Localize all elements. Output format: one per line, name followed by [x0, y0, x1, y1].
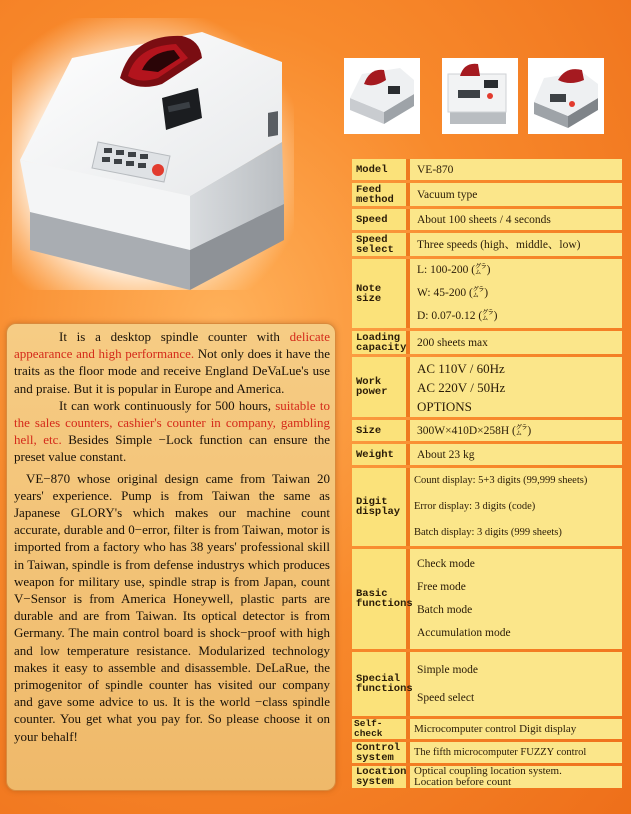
spec-row-location-system	[352, 766, 622, 788]
spec-row-size	[352, 420, 622, 441]
spec-value: 200 sheets max	[410, 331, 622, 354]
spec-row-work-power	[352, 357, 622, 417]
spec-label: Work power	[352, 357, 410, 417]
spec-label: Model	[352, 159, 410, 180]
spec-row-special-functions	[352, 652, 622, 716]
spec-value: Microcomputer control Digit display	[410, 719, 622, 739]
highlight-text: suitable to the sales counters, cashier's counter in company, gambling hell, etc.	[14, 397, 330, 448]
spec-row-speed-select	[352, 233, 622, 256]
spec-value: Simple mode Speed select	[410, 652, 622, 716]
spec-value: L: 100-200 (㌘) W: 45-200 (㌘) D: 0.07-0.12 (㌘)	[410, 259, 622, 328]
spec-row-model	[352, 159, 622, 180]
description-paragraph-1: It is a desktop spindle counter with delicate appearance and high performance. Not only does it have the traits as the floor mode and receive England DeVaLue's use and praise. But it is popular in Europe and America.	[14, 329, 330, 396]
spec-table	[352, 156, 622, 791]
spec-label: Control system	[352, 742, 410, 763]
spec-label: Self-check	[352, 719, 410, 739]
spec-row-control-system	[352, 742, 622, 763]
description-paragraph-2: It can work continuously for 500 hours, suitable to the sales counters, cashier's counter in company, gambling hell, etc. Besides Simple −Lock function can ensure the preset value constant.	[14, 397, 330, 465]
spec-row-note-size	[352, 259, 622, 328]
spec-row-weight	[352, 444, 622, 465]
spec-label: Note size	[352, 259, 410, 328]
spec-value: About 100 sheets / 4 seconds	[410, 209, 622, 230]
spec-row-feed-method	[352, 183, 622, 206]
description-panel	[6, 323, 336, 791]
spec-row-basic-functions	[352, 549, 622, 649]
product-photo-thumb-3	[528, 58, 604, 134]
spec-label: Feed method	[352, 183, 410, 206]
spec-value: Count display: 5+3 digits (99,999 sheets) Error display: 3 digits (code) Batch display: 3 digits (999 sheets)	[410, 468, 622, 546]
product-photo-main	[12, 18, 294, 290]
spec-row-digit-display	[352, 468, 622, 546]
highlight-text: delicate appearance and high performance.	[14, 329, 330, 362]
spec-value: Vacuum type	[410, 183, 622, 206]
spec-value: VE-870	[410, 159, 622, 180]
spec-label: Speed select	[352, 233, 410, 256]
product-photo-thumb-2	[442, 58, 518, 134]
spec-label: Weight	[352, 444, 410, 465]
description-paragraph-3: VE−870 whose original design came from Taiwan 20 years' experience. Pump is from Taiwan the same as Japanese GLORY's which makes our machine count accurate, durable and 0−error, filter is from Taiwan, motor is imported from a factory who has 38 years' professional skill in Taiwan, spindle is from defense industrys which produces weapon for military use, spindle strap is from Japan, count V−Sensor is from America Honeywell, plastic parts are durable and are from Taiwan. Its optical detector is from Germany. The main control board is shock−proof with high and low temperature resistance. Modularized technology makes it easy to assemble and disassemble. DeLaRue, the primogenitor of spindle counter has visited our company and gave some advice to us. It is the world −class spindle counter. You get what you pay for. So please choose it on your behalf!	[14, 470, 330, 744]
product-photo-thumb-1	[344, 58, 420, 134]
spec-label: Digit display	[352, 468, 410, 546]
spec-row-speed	[352, 209, 622, 230]
spec-value: Three speeds (high、middle、low)	[410, 233, 622, 256]
spec-label: Special functions	[352, 652, 410, 716]
spec-label: Basic functions	[352, 549, 410, 649]
spec-value: 300W×410D×258H (㌘)	[410, 420, 622, 441]
spec-row-loading-capacity	[352, 331, 622, 354]
spec-value: Optical coupling location system. Location before count	[410, 766, 622, 788]
spec-label: Speed	[352, 209, 410, 230]
spec-value: About 23 kg	[410, 444, 622, 465]
spec-label: Location system	[352, 766, 410, 788]
spec-row-self-check	[352, 719, 622, 739]
spec-value: The fifth microcomputer FUZZY control	[410, 742, 622, 763]
spec-label: Loading capacity	[352, 331, 410, 354]
spec-label: Size	[352, 420, 410, 441]
spec-value: Check mode Free mode Batch mode Accumulation mode	[410, 549, 622, 649]
spec-value: AC 110V / 60Hz AC 220V / 50Hz OPTIONS	[410, 357, 622, 417]
